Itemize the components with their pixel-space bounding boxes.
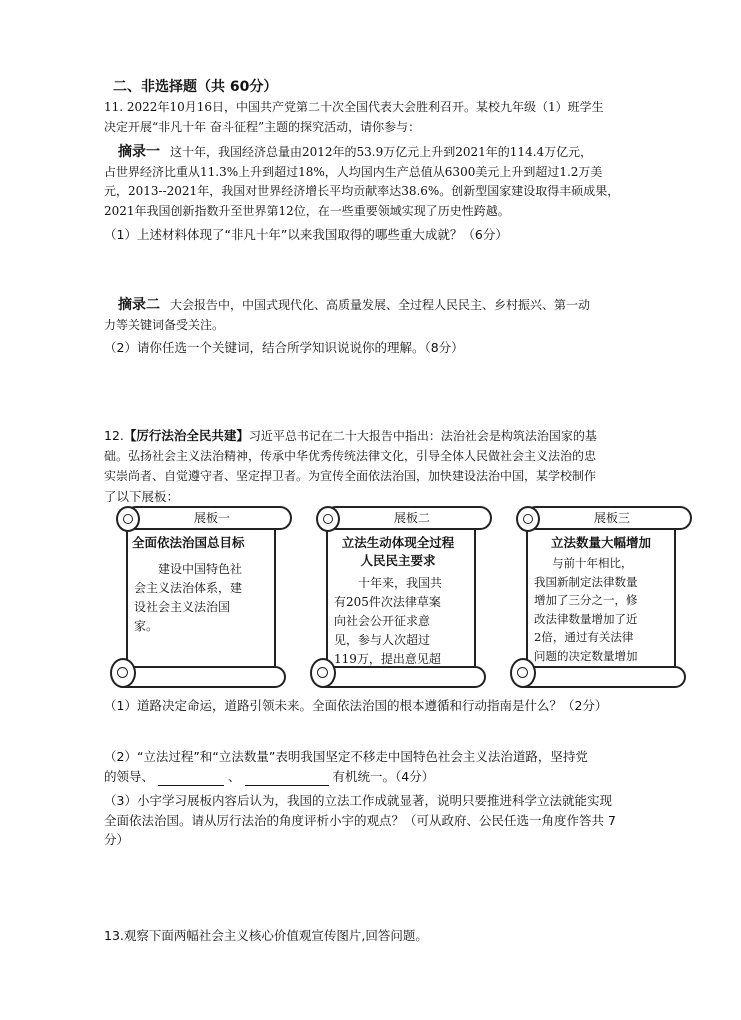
q12-intro-text: 习近平总书记在二十大报告中指出：法治社会是构筑法治国家的基 — [248, 429, 597, 443]
panel-body — [526, 526, 676, 676]
q12-number: 12. — [104, 428, 124, 443]
q12-sub2-text: 的领导、 — [104, 768, 155, 784]
panel-line: 向社会公开征求意 — [334, 614, 431, 628]
q12-sub3-line: 分） — [104, 832, 130, 847]
panel-title: 展板一 — [193, 511, 230, 525]
panel-line: 家。 — [134, 619, 159, 633]
panel-line: 与前十年相比， — [552, 556, 633, 570]
scroll-curl-icon — [110, 658, 136, 688]
scroll-curl-icon — [516, 506, 540, 532]
q12-sub2-text: 有机统一。（4分） — [332, 768, 435, 784]
panel-line: 设社会主义法治国 — [134, 600, 231, 614]
panel-line: 会主义法治体系，建 — [134, 581, 243, 595]
q11-excerpt2 — [104, 296, 694, 335]
panel-body — [126, 526, 276, 676]
q12-subquestion-3 — [104, 791, 694, 850]
q11-excerpt1 — [104, 143, 694, 221]
panel-heading: 立法数量大幅增加 — [550, 535, 651, 550]
q12-intro-line — [104, 426, 694, 447]
q12-intro-line — [104, 466, 694, 487]
q12-sub2-text: 、 — [228, 768, 241, 784]
q12-intro-text: 实崇尚者、自觉遵守者、坚定捍卫者。为宣传全面依法治国，加快建设法治中国，某学校制作 — [104, 469, 597, 483]
panel-line: 问题的决定数量增加 — [534, 648, 638, 663]
panel-title: 展板二 — [393, 511, 430, 525]
panel-line: 改法律数量增加了近 — [534, 611, 638, 626]
excerpt2-text: 力等关键词备受关注。 — [104, 317, 225, 332]
excerpt2-label: 摘录二 — [118, 297, 160, 313]
excerpt2-text: 大会报告中，中国式现代化、高质量发展、全过程人民民主、乡村振兴、第一动 — [170, 298, 591, 312]
panel-line: 我国新制定法律数量 — [534, 574, 638, 589]
panel-line: 建设中国特色社 — [158, 562, 243, 576]
q12-sub3-line: 全面依法治国。请从厉行法治的角度评析小宇的观点？（可从政府、公民任选一角度作答共 7 — [104, 812, 616, 828]
scroll-curl-icon — [316, 506, 340, 532]
excerpt1-text: 占世界经济比重从11.3%上升到超过18%，人均国内生产总值从6300美元上升到超过1.2万美 — [104, 164, 603, 179]
q12-tag: 【厉行法治全民共建】 — [123, 428, 249, 443]
panel-content — [134, 560, 268, 636]
q12-intro-line: 了以下展板： — [104, 488, 180, 504]
q11-excerpt2-first-line — [104, 296, 694, 316]
q12-intro-line: 础。弘扬社会主义法治精神，传承中华优秀传统法律文化，引导全体人民做社会主义法治的忠 — [104, 448, 597, 463]
scroll-roll-bottom — [312, 666, 486, 688]
scroll-curl-icon — [510, 658, 536, 688]
panel-heading: 全面依法治国总目标 — [132, 535, 245, 550]
exhibit-panel-3 — [512, 506, 690, 686]
q11-excerpt1-first-line — [104, 143, 694, 163]
exhibit-panel-2 — [312, 506, 490, 686]
section-title: 二、非选择题（共 60分） — [113, 79, 278, 95]
answer-blank[interactable] — [245, 772, 329, 786]
q13-text: 13.观察下面两幅社会主义核心价值观宣传图片,回答问题。 — [104, 928, 428, 943]
excerpt1-text: 2021年我国创新指数升至世界第12位，在一些重要领域实现了历史性跨越。 — [104, 203, 510, 218]
scroll-curl-icon — [116, 506, 140, 532]
excerpt1-text: 元，2013--2021年，我国对世界经济增长平均贡献率达38.6%。创新型国家建设取得丰硕成果， — [104, 184, 620, 198]
excerpt1-label: 摘录一 — [118, 144, 160, 160]
panel-line: 增加了三分之一，修 — [534, 593, 638, 607]
panel-body — [326, 526, 476, 676]
q12-sub3-line: （3）小宇学习展板内容后认为，我国的立法工作成就显著，说明只要推进科学立法就能实现 — [104, 793, 612, 808]
panel-content — [534, 554, 668, 684]
panel-line: 119万，提出意见超 — [334, 652, 441, 666]
answer-blank[interactable] — [158, 772, 224, 786]
q12-subquestion-1: （1）道路决定命运，道路引领未来。全面依法治国的根本遵循和行动指南是什么？（2分） — [104, 698, 608, 713]
panel-title: 展板三 — [593, 511, 630, 525]
panel-line: 见，参与人次超过 — [334, 633, 431, 647]
q11-intro-line: 决定开展“非凡十年 奋斗征程”主题的探究活动，请你参与： — [104, 119, 421, 134]
q11-subquestion-2: （2）请你任选一个关键词，结合所学知识说说你的理解。（8分） — [104, 340, 464, 355]
scroll-roll-bottom — [512, 666, 686, 688]
panel-heading: 立法生动体现全过程人民民主要求 — [341, 535, 455, 568]
q11-intro-line: 11. 2022年10月16日，中国共产党第二十次全国代表大会胜利召开。某校九年级（1）班学生 — [104, 100, 604, 114]
q11-subquestion-1: （1）上述材料体现了“非凡十年”以来我国取得的哪些重大成就？（6分） — [104, 227, 508, 242]
q12-subquestion-2 — [104, 747, 694, 786]
scroll-curl-icon — [310, 658, 336, 688]
q12-intro — [104, 426, 694, 506]
exhibit-panel-1 — [112, 506, 290, 686]
panel-line: 有205件次法律草案 — [334, 595, 441, 609]
q11-intro — [104, 98, 694, 137]
scroll-roll-bottom — [112, 666, 286, 688]
q12-sub2-line: （2）“立法过程”和“立法数量”表明我国坚定不移走中国特色社会主义法治道路，坚持党 — [104, 749, 588, 764]
q12-sub2-line — [104, 767, 694, 787]
panel-line: 十年来，我国共 — [358, 576, 443, 590]
panel-line: 2倍，通过有关法律 — [534, 630, 634, 644]
excerpt1-text: 这十年，我国经济总量由2012年的53.9万亿元上升到2021年的114.4万亿元， — [170, 145, 593, 159]
